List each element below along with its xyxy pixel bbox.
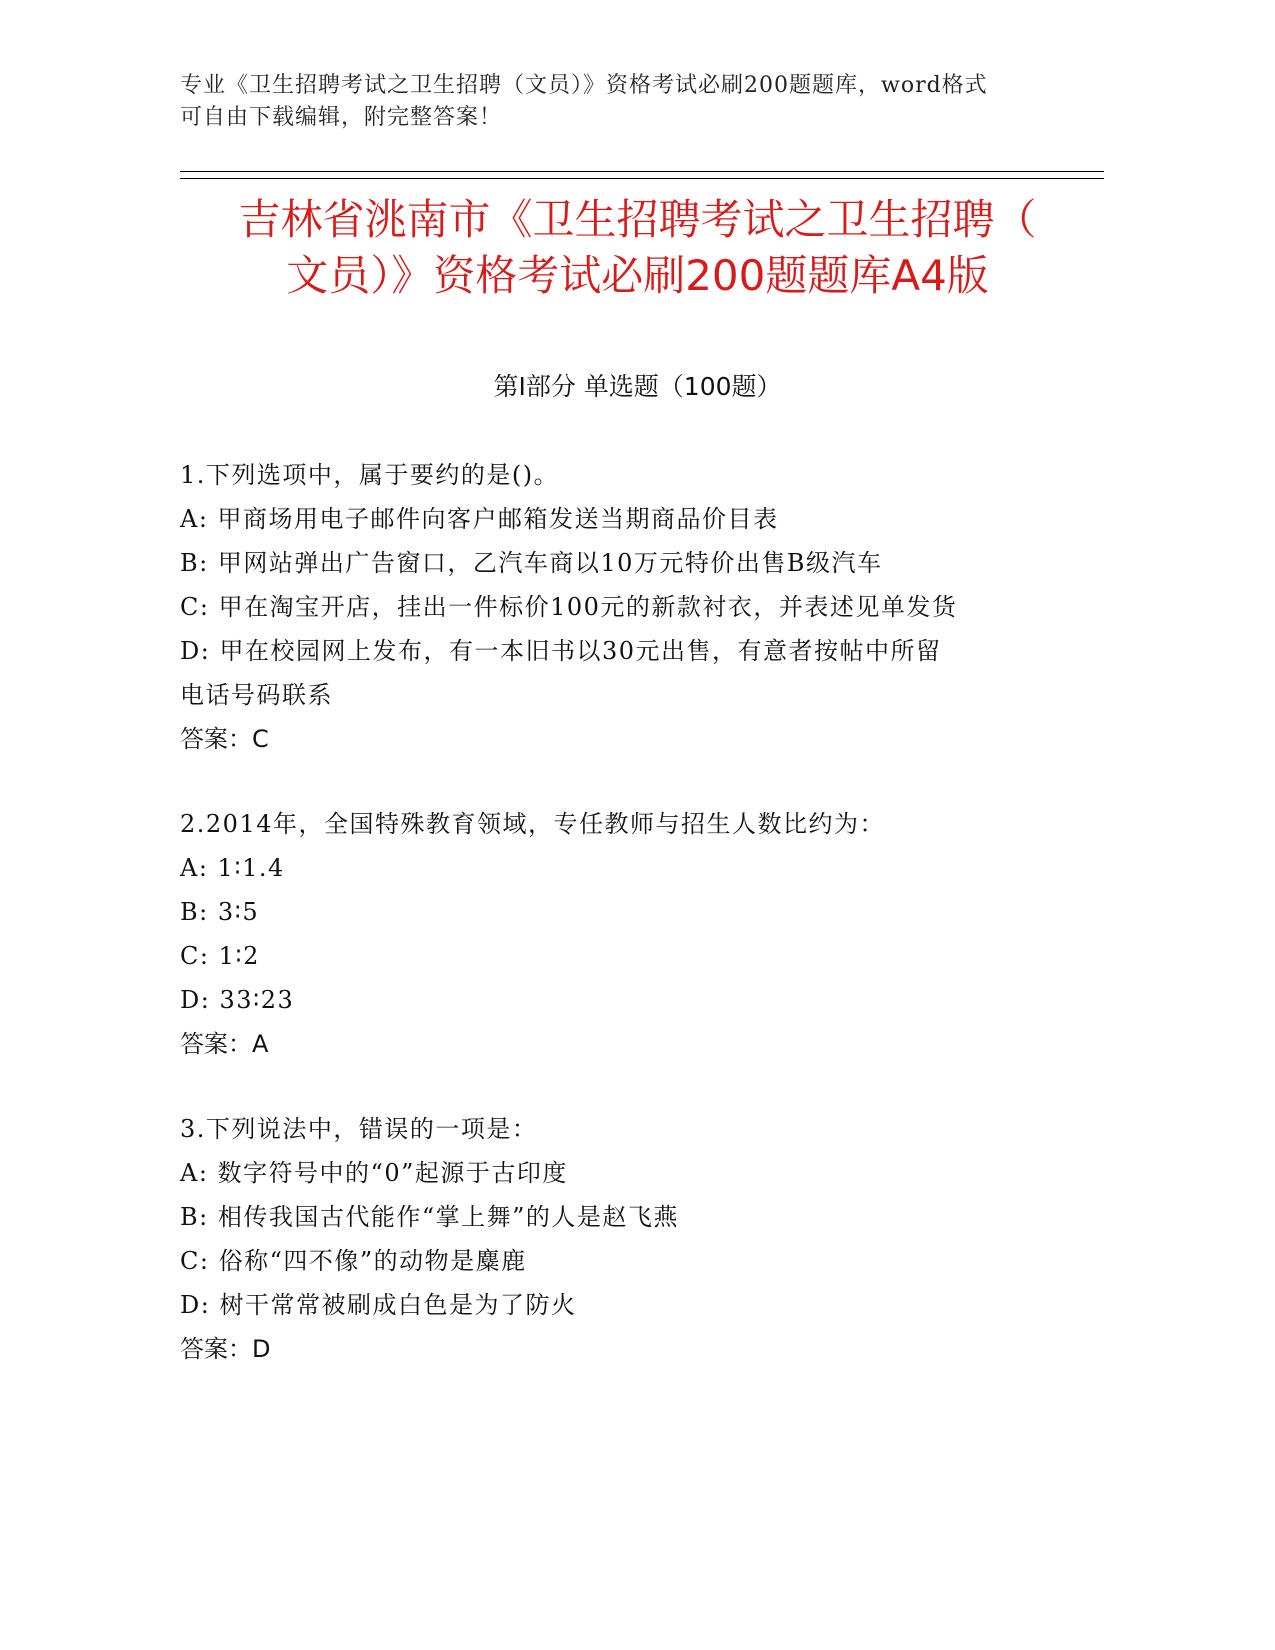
header-divider-bottom — [180, 178, 1104, 179]
option-d-continuation: 电话号码联系 — [180, 681, 333, 709]
option-c: C: 俗称“四不像”的动物是麋鹿 — [180, 1247, 527, 1275]
option-c: C: 甲在淘宝开店，挂出一件标价100元的新款衬衣，并表述见单发货 — [180, 593, 958, 621]
option-a: A: 数字符号中的“0”起源于古印度 — [180, 1159, 568, 1187]
section-heading: 第Ⅰ部分 单选题（100题） — [493, 372, 782, 401]
header-note-line-2: 可自由下载编辑，附完整答案！ — [180, 105, 503, 130]
question-block — [180, 1107, 1140, 1371]
option-b: B: 3∶5 — [180, 898, 260, 926]
option-d: D: 33∶23 — [180, 986, 295, 1014]
document-title-line-2: 文员）》资格考试必刷200题题库A4版 — [286, 251, 989, 300]
option-b: B: 相传我国古代能作“掌上舞”的人是赵飞燕 — [180, 1203, 679, 1231]
question-block — [180, 802, 1140, 1066]
option-d: D: 树干常常被刷成白色是为了防火 — [180, 1291, 577, 1319]
document-title-line-1: 吉林省洮南市《卫生招聘考试之卫生招聘（ — [238, 195, 1037, 244]
question-stem: 1.下列选项中，属于要约的是()。 — [180, 461, 560, 489]
question-block — [180, 453, 1140, 761]
header-note-line-1: 专业《卫生招聘考试之卫生招聘（文员）》资格考试必刷200题题库，word格式 — [180, 73, 988, 98]
question-stem: 3.下列说法中，错误的一项是： — [180, 1115, 538, 1143]
document-title — [130, 192, 1145, 304]
answer-label: 答案：D — [180, 1335, 271, 1363]
option-b: B: 甲网站弹出广告窗口，乙汽车商以10万元特价出售B级汽车 — [180, 549, 883, 577]
option-d: D: 甲在校园网上发布，有一本旧书以30元出售，有意者按帖中所留 — [180, 637, 942, 665]
document-header-note — [180, 70, 1090, 134]
question-stem: 2.2014年，全国特殊教育领域，专任教师与招生人数比约为： — [180, 810, 885, 838]
answer-label: 答案：C — [180, 725, 269, 753]
option-c: C: 1∶2 — [180, 942, 260, 970]
answer-label: 答案：A — [180, 1030, 269, 1058]
option-a: A: 1∶1.4 — [180, 854, 285, 882]
header-divider-top — [180, 171, 1104, 172]
option-a: A: 甲商场用电子邮件向客户邮箱发送当期商品价目表 — [180, 505, 779, 533]
